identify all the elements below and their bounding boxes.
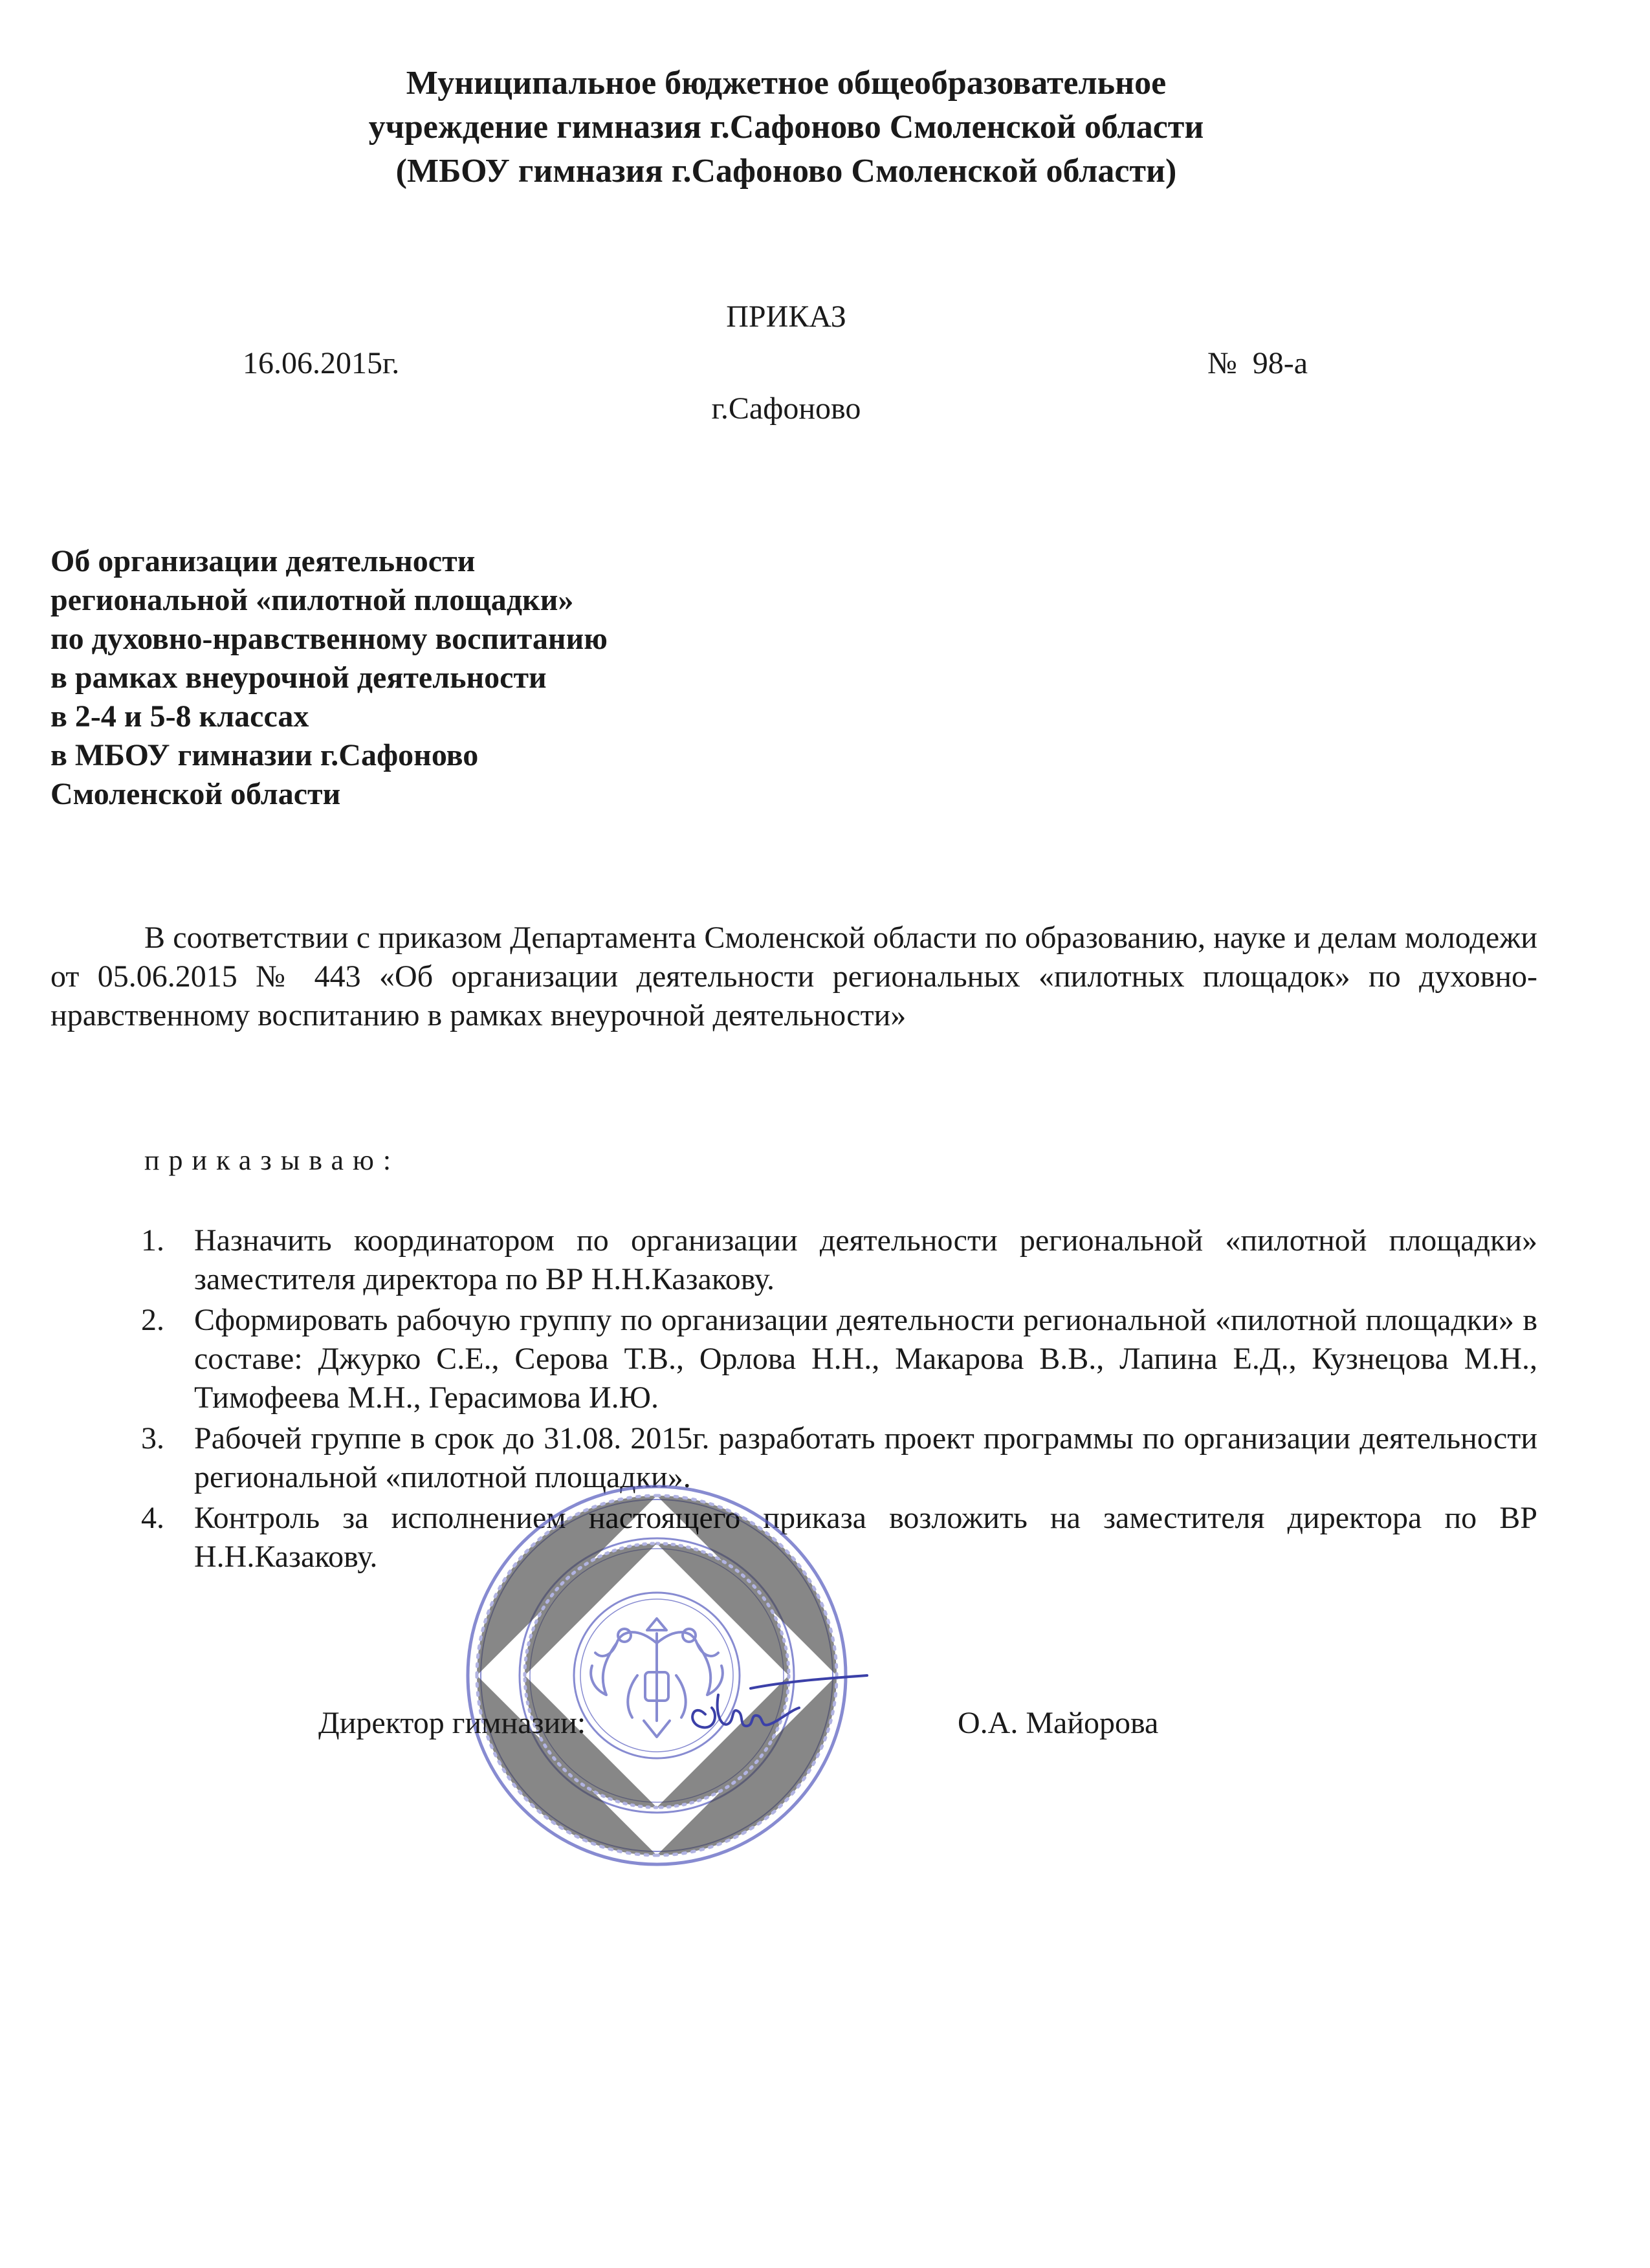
decree-word: приказываю: xyxy=(144,1144,401,1176)
signatory-name: О.А. Майорова xyxy=(958,1706,1159,1740)
list-item xyxy=(141,1221,1537,1299)
order-subject xyxy=(50,542,608,814)
subject-line: в 2-4 и 5-8 классах xyxy=(50,699,309,734)
header-line-3: (МБОУ гимназия г.Сафоново Смоленской области) xyxy=(395,153,1177,190)
order-title: ПРИКАЗ xyxy=(726,300,846,334)
item-number: 1. xyxy=(141,1223,164,1258)
order-number: № 98-а xyxy=(1207,346,1308,380)
item-number: 2. xyxy=(141,1303,164,1337)
item-text: Назначить координатором по организации деятельности региональной «пилотной площадки» заместителя директора по ВР Н.Н.Казакову. xyxy=(194,1223,1537,1296)
institution-header xyxy=(0,61,1572,193)
list-item xyxy=(141,1301,1537,1417)
handwritten-signature-icon xyxy=(666,1663,874,1753)
subject-line: в рамках внеурочной деятельности xyxy=(50,660,547,695)
intro-paragraph: В соответствии с приказом Департамента Смоленской области по образованию, науке и делам молодежи от 05.06.2015 № 443 «Об организации деятельности региональных «пилотных площадок» по духовно-нравственному воспитанию в рамках внеурочной деятельности» xyxy=(50,921,1537,1032)
order-city: г.Сафоново xyxy=(711,391,861,426)
header-line-2: учреждение гимназия г.Сафоново Смоленской области xyxy=(368,109,1204,146)
subject-line: Об организации деятельности xyxy=(50,544,476,578)
item-number: 3. xyxy=(141,1421,164,1456)
item-text: Контроль за исполнением настоящего приказа возложить на заместителя директора по ВР Н.Н.Казакову. xyxy=(194,1501,1537,1574)
subject-line: региональной «пилотной площадки» xyxy=(50,583,574,617)
signatory-title: Директор гимназии: xyxy=(318,1706,586,1740)
item-text: Рабочей группе в срок до 31.08. 2015г. разработать проект программы по организации деятельности региональной «пилотной площадки». xyxy=(194,1421,1537,1494)
subject-line: по духовно-нравственному воспитанию xyxy=(50,622,608,656)
item-number: 4. xyxy=(141,1501,164,1535)
order-date: 16.06.2015г. xyxy=(243,346,400,380)
header-line-1: Муниципальное бюджетное общеобразовательное xyxy=(406,65,1167,102)
subject-line: в МБОУ гимназии г.Сафоново xyxy=(50,738,479,772)
item-text: Сформировать рабочую группу по организации деятельности региональной «пилотной площадки» в составе: Джурко С.Е., Серова Т.В., Орлова Н.Н., Макарова В.В., Лапина Е.Д., Кузнецова М.Н., Тимофеева М.Н., Герасимова И.Ю. xyxy=(194,1303,1537,1415)
subject-line: Смоленской области xyxy=(50,777,341,811)
